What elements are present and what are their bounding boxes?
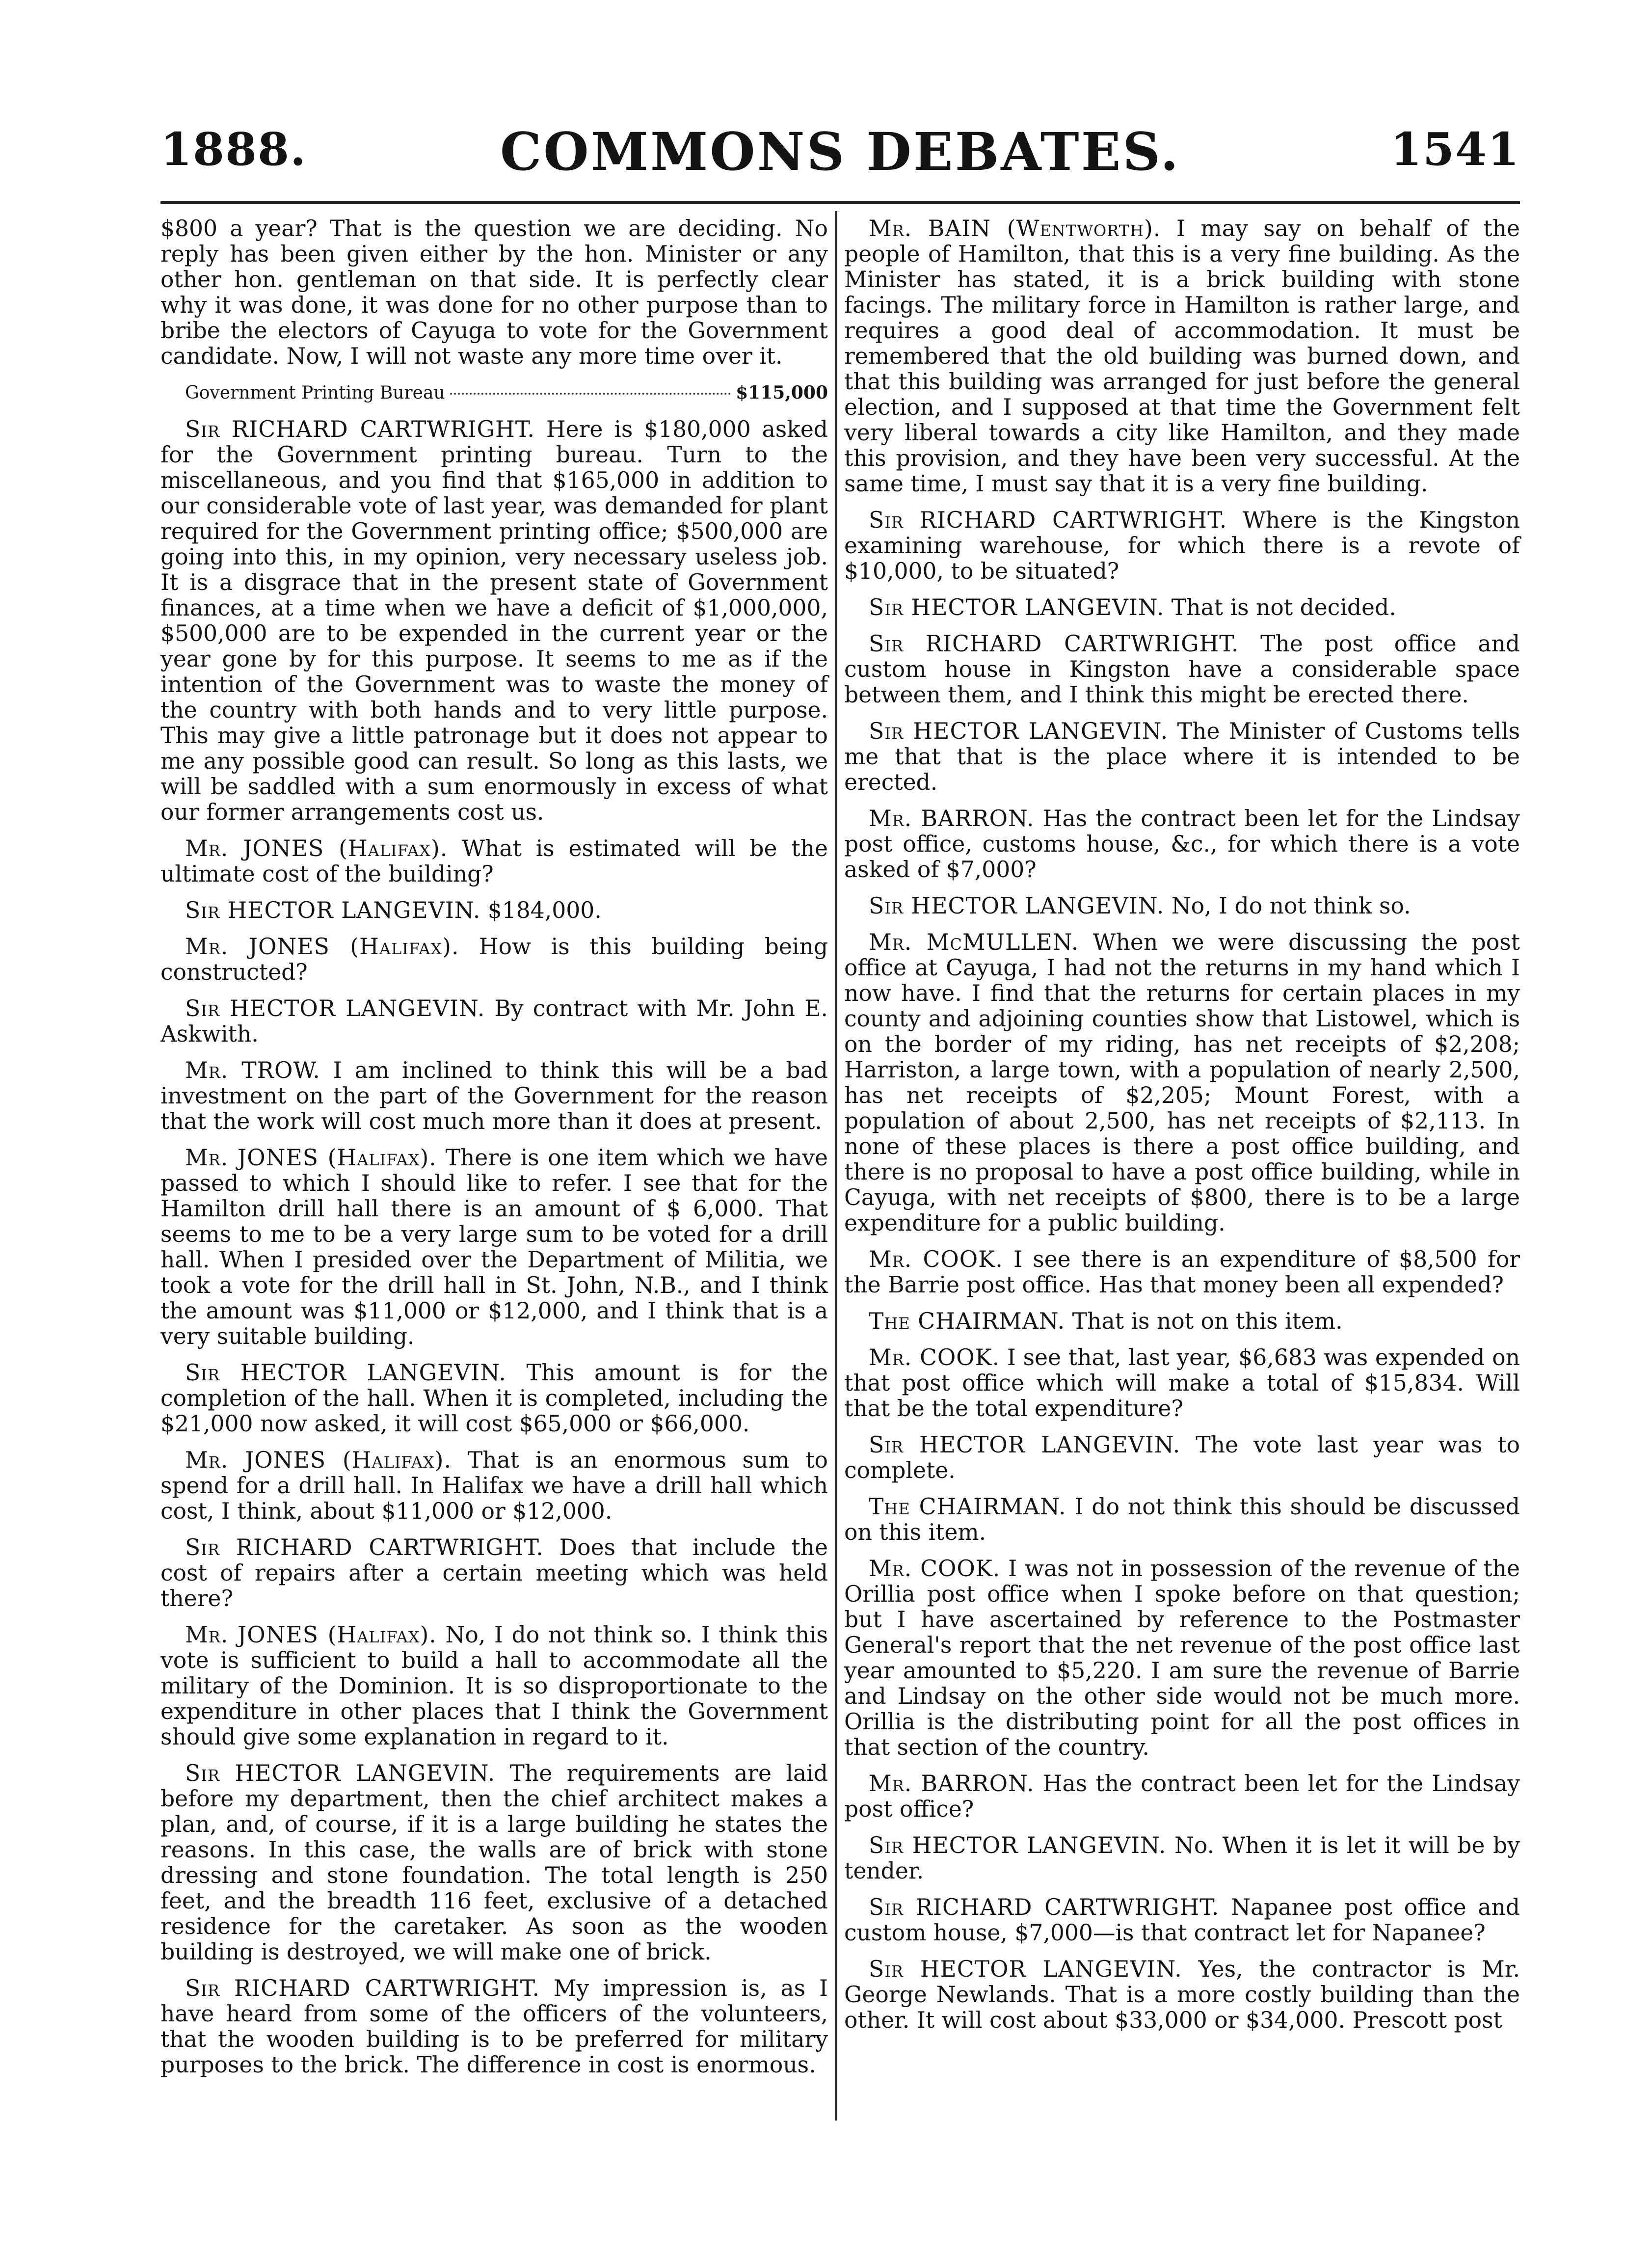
speech-paragraph [160,934,828,985]
speech-text: When we were discussing the post office at Cayuga, I had not the returns in my hand which I now have. I find that the returns for certain places in my county and adjoining counties show that Listowel, which is on the border of my riding, has net receipts of $2,208; Harriston, a large town, with a population of nearly 2,500, has net receipts of $2,205; Mount Forest, with a population of about 2,500, has net receipts of $2,113. In none of these places is there a post office building, and there is no proposal to have a post office building, while in Cayuga, with net receipts of $800, there is to be a large expenditure for a public building. [844,929,1520,1236]
speech-paragraph [844,1833,1520,1884]
speaker-name: Mr. BAIN (Wentworth). [869,215,1161,242]
speech-text: My impression is, as I have heard from some of the officers of the volunteers, that the wooden building is to be preferred for military purposes to the brick. The difference in cost is enormous. [160,1975,828,2078]
speaker-name: Sir RICHARD CARTWRIGHT. [185,416,535,442]
speaker-name: Mr. JONES (Halifax). [185,835,448,861]
speech-text: The Minister of Customs tells me that that is the place where it is intended to be erected. [844,718,1520,795]
speech-text: By contract with Mr. John E. Askwith. [160,995,828,1047]
speech-paragraph [844,719,1520,795]
speech-text: $184,000. [480,897,602,923]
speech-text: I am inclined to think this will be a bad investment on the part of the Government for the reason that the work will cost much more than it does at present. [160,1057,828,1134]
speech-paragraph [844,1957,1520,2033]
speaker-name: Mr. JONES (Halifax). [185,1622,437,1648]
speaker-name: Sir HECTOR LANGEVIN. [869,1832,1167,1858]
speech-paragraph [160,1761,828,1965]
speech-text: Napanee post office and custom house, $7,000—is that contract let for Napanee? [844,1894,1520,1946]
speech-text: The vote last year was to complete. [844,1432,1520,1483]
speech-text: I see there is an expenditure of $8,500 for the Barrie post office. Has that money been all expended? [844,1246,1520,1298]
speech-paragraph [160,1058,828,1134]
speech-text: There is one item which we have passed to which I should like to refer. I see that for the Hamilton drill hall there is an amount of $ 6,000. That seems to me to be a very large sum to be voted for a drill hall. When I presided over the Department of Militia, we took a vote for the drill hall in St. John, N.B., and I think the amount was $11,000 or $12,000, and I think that is a very suitable building. [160,1145,828,1349]
speech-paragraph [844,508,1520,584]
speech-paragraph [844,1247,1520,1298]
speaker-name: Mr. JONES (Halifax). [185,934,459,960]
speaker-name: Sir RICHARD CARTWRIGHT. [869,1894,1220,1920]
speech-text: This amount is for the completion of the hall. When it is completed, including the $21,000 now asked, it will cost $65,000 or $66,000. [160,1360,828,1437]
speaker-name: Mr. TROW. [185,1057,320,1083]
speech-text: Does that include the cost of repairs after a certain meeting which was held there? [160,1534,828,1611]
speech-paragraph [160,216,828,369]
speaker-name: The CHAIRMAN. [869,1494,1066,1520]
speech-paragraph [160,1535,828,1611]
speaker-name: Sir HECTOR LANGEVIN. [185,995,485,1021]
speech-text: I do not think this should be discussed on this item. [844,1494,1520,1545]
page-header [160,108,1520,191]
speech-text: Where is the Kingston examining warehouse, for which there is a revote of $10,000, to be situated? [844,507,1520,584]
speech-text: How is this building being constructed? [160,934,828,985]
speaker-name: Mr. McMULLEN. [869,929,1079,955]
speech-paragraph [844,1494,1520,1545]
header-rule [160,201,1520,204]
speech-paragraph [844,1345,1520,1422]
speech-text: That is an enormous sum to spend for a drill hall. In Halifax we have a drill hall which cost, I think, about $11,000 or $12,000. [160,1447,828,1524]
header-title: COMMONS DEBATES. [500,121,1181,182]
speech-paragraph [160,1448,828,1524]
speech-text: Here is $180,000 asked for the Government printing bureau. Turn to the miscellaneous, and you find that $165,000 in addition to our considerable vote of last year, was demanded for plant required for the Government printing office; $500,000 are going into this, in my opinion, very necessary useless job. It is a disgrace that in the present state of Government finances, at a time when we have a deficit of $1,000,000, $500,000 are to be expended in the current year or the year gone by for this purpose. It seems to me as if the intention of the Government was to waste the money of the country with both hands and to very little purpose. This may give a little patronage but it does not appear to me any possible good can result. So long as this lasts, we will be saddled with a sum enormously in excess of what our former arrangements cost us. [160,416,828,825]
left-column [160,216,828,2089]
speech-text: Yes, the contractor is Mr. George Newlands. That is a more costly building than the other. It will cost about $33,000 or $34,000. Prescott post [844,1956,1520,2033]
speech-paragraph [844,595,1520,620]
speech-text: What is estimated will be the ultimate cost of the building? [160,835,828,887]
speaker-name: The CHAIRMAN. [869,1308,1066,1334]
speaker-name: Sir RICHARD CARTWRIGHT. [185,1534,544,1560]
speech-paragraph [844,216,1520,497]
right-column [844,216,1520,2044]
speech-text: Has the contract been let for the Lindsay post office? [844,1771,1520,1822]
speech-text: $800 a year? That is the question we are deciding. No reply has been given either by the hon. Minister or any other hon. gentleman on that side. It is perfectly clear why it was done, it was done for no other purpose than to bribe the electors of Cayuga to vote for the Government candidate. Now, I will not waste any more time over it. [160,215,828,369]
speaker-name: Mr. JONES (Halifax). [185,1447,452,1473]
speech-paragraph [844,893,1520,919]
speech-paragraph [844,1432,1520,1483]
speech-paragraph [160,1360,828,1437]
speaker-name: Sir RICHARD CARTWRIGHT. [869,507,1227,533]
estimate-item-amount: $115,000 [736,382,828,403]
speaker-name: Mr. COOK. [869,1556,1001,1582]
speaker-name: Mr. BARRON. [869,806,1035,832]
speaker-name: Sir HECTOR LANGEVIN. [185,897,481,923]
header-page-number: 1541 [1390,123,1520,176]
speaker-name: Sir RICHARD CARTWRIGHT. [185,1975,540,2001]
speech-paragraph [844,1556,1520,1760]
speech-text: No, I do not think so. [1164,893,1411,919]
speaker-name: Sir HECTOR LANGEVIN. [869,1432,1181,1458]
speech-paragraph [844,1309,1520,1334]
speech-paragraph [160,996,828,1047]
speaker-name: Mr. JONES (Halifax). [185,1145,437,1171]
speaker-name: Mr. COOK. [869,1344,1000,1370]
estimate-item-name: Government Printing Bureau [185,383,445,403]
speech-text: Has the contract been let for the Lindsay post office, customs house, &c., for which there is a vote asked of $7,000? [844,806,1520,883]
speaker-name: Sir HECTOR LANGEVIN. [185,1760,496,1786]
speech-paragraph [844,1895,1520,1946]
speech-paragraph [160,417,828,825]
speaker-name: Sir RICHARD CARTWRIGHT. [869,631,1239,657]
speech-text: I see that, last year, $6,683 was expended on that post office which will make a total of $15,834. Will that be the total expenditure? [844,1344,1520,1422]
speech-paragraph [844,930,1520,1236]
speaker-name: Sir HECTOR LANGEVIN. [869,718,1169,744]
header-year: 1888. [160,123,307,176]
speech-text: That is not on this item. [1065,1308,1343,1334]
speaker-name: Mr. COOK. [869,1246,1003,1272]
speech-text: No, I do not think so. I think this vote is sufficient to build a hall to accommodate all the military of the Dominion. It is so disproportionate to the expenditure in other places that I think the Government should give some explanation in regard to it. [160,1622,828,1750]
speech-paragraph [844,1771,1520,1822]
speech-text: The requirements are laid before my department, then the chief architect makes a plan, and, of course, if it is a large building he states the reasons. In this case, the walls are of brick with stone dressing and stone foundation. The total length is 250 feet, and the breadth 116 feet, exclusive of a detached residence for the caretaker. As soon as the wooden building is destroyed, we will make one of brick. [160,1760,828,1965]
speech-paragraph [160,1622,828,1750]
speaker-name: Sir HECTOR LANGEVIN. [869,1956,1182,1982]
speaker-name: Sir HECTOR LANGEVIN. [185,1360,506,1386]
speech-text: No. When it is let it will be by tender. [844,1832,1520,1884]
column-divider [835,211,837,2121]
speech-paragraph [160,1145,828,1349]
speech-paragraph [844,806,1520,883]
speech-text: The post office and custom house in Kingston have a considerable space between them, and I think this might be erected there. [844,631,1520,708]
speech-paragraph [160,836,828,887]
speech-paragraph [160,1976,828,2078]
dot-leader [450,393,731,395]
speaker-name: Sir HECTOR LANGEVIN. [869,893,1165,919]
speaker-name: Mr. BARRON. [869,1771,1035,1797]
speech-paragraph [844,631,1520,708]
estimate-item [185,380,828,406]
speech-text: I was not in possession of the revenue of the Orillia post office when I spoke before on that question; but I have ascertained by reference to the Postmaster General's report that the net revenue of the post office last year amounted to $5,220. I am sure the revenue of Barrie and Lindsay on the other side would not be much more. Orillia is the distributing point for all the post offices in that section of the country. [844,1556,1520,1760]
speech-text: I may say on behalf of the people of Hamilton, that this is a very fine building. As the Minister has stated, it is a brick building with stone facings. The military force in Hamilton is rather large, and requires a good deal of accommodation. It must be remembered that the old building was burned down, and that this building was arranged for just before the general election, and I supposed at that time the Government felt very liberal towards a city like Hamilton, and they made this provision, and they have been very successful. At the same time, I must say that it is a very fine building. [844,215,1520,497]
speaker-name: Sir HECTOR LANGEVIN. [869,594,1165,620]
speech-paragraph [160,898,828,923]
speech-text: That is not decided. [1164,594,1396,620]
